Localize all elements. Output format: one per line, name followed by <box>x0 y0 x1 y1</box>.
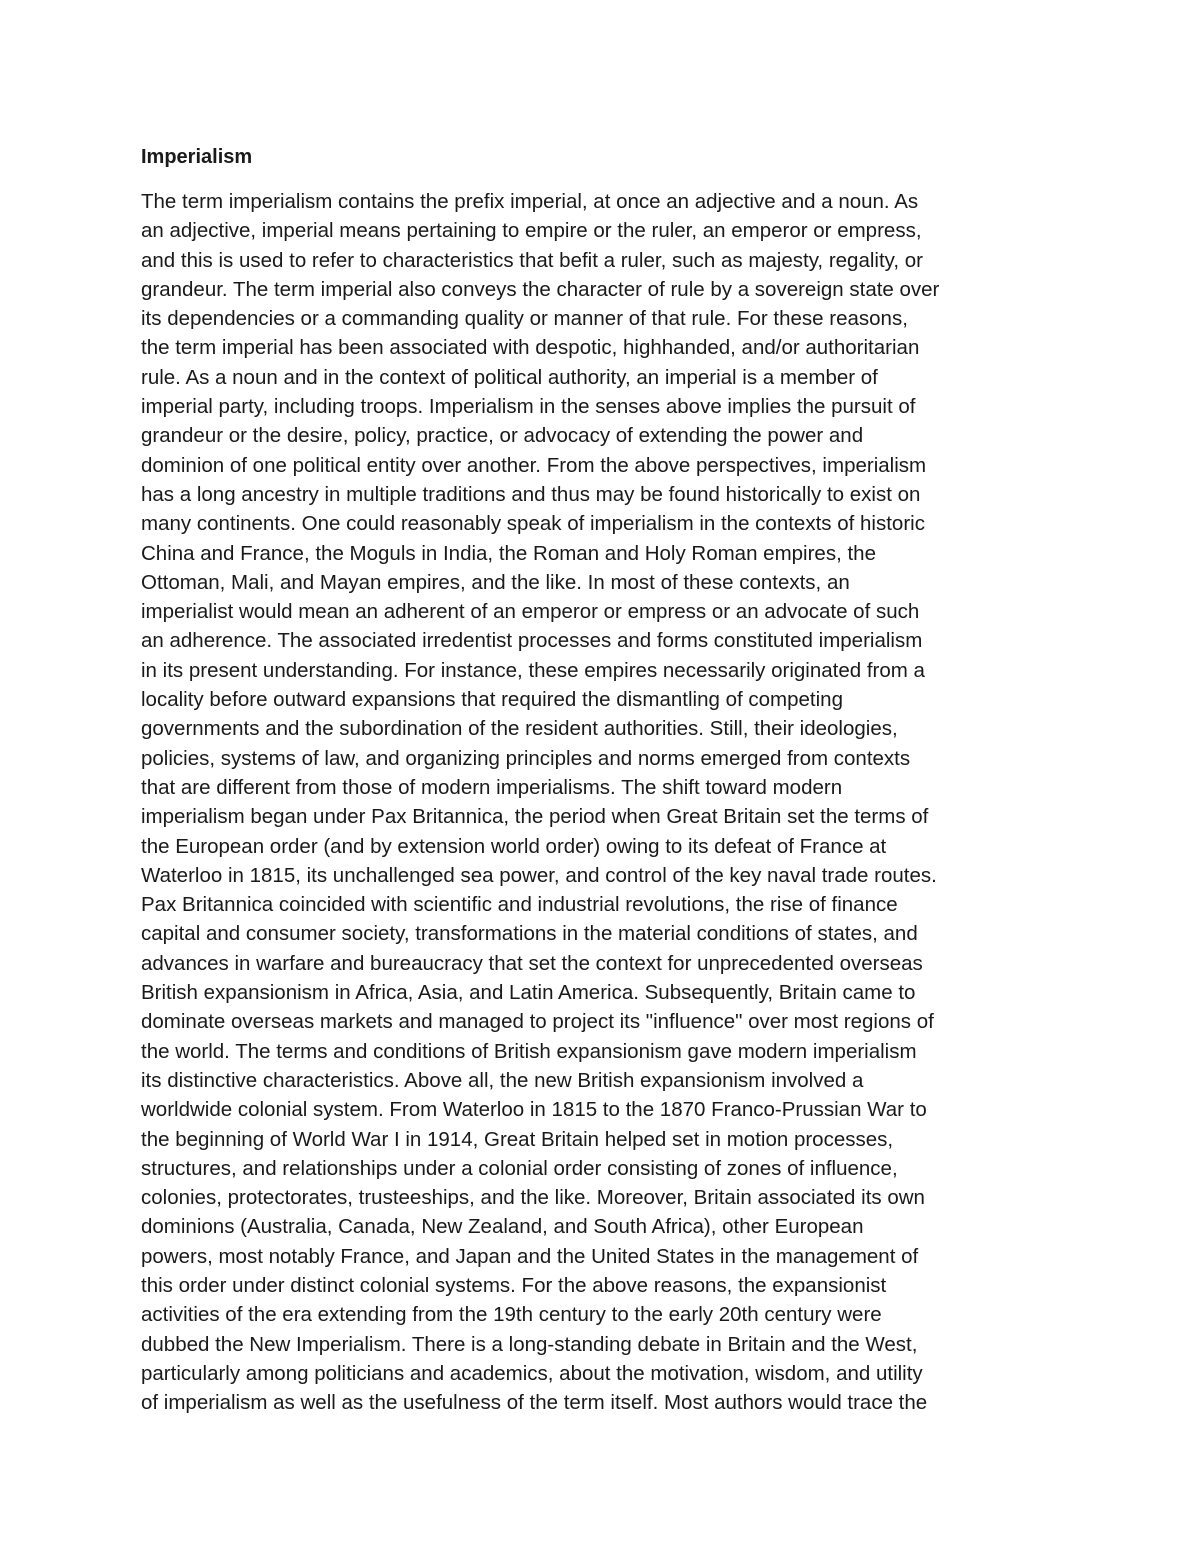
text-line: Waterloo in 1815, its unchallenged sea power, and control of the key naval trade routes. <box>141 863 937 887</box>
text-line: activities of the era extending from the 19th century to the early 20th century were <box>141 1303 882 1327</box>
text-line: particularly among politicians and academics, about the motivation, wisdom, and utility <box>141 1361 923 1385</box>
text-line: Ottoman, Mali, and Mayan empires, and the like. In most of these contexts, an <box>141 570 850 594</box>
text-line: powers, most notably France, and Japan and the United States in the management of <box>141 1244 919 1268</box>
text-line: colonies, protectorates, trusteeships, and the like. Moreover, Britain associated its own <box>141 1186 925 1210</box>
text-line: grandeur. The term imperial also conveys the character of rule by a sovereign state over <box>141 277 940 301</box>
text-line: advances in warfare and bureaucracy that set the context for unprecedented overseas <box>141 951 923 975</box>
text-line: imperialist would mean an adherent of an emperor or empress or an advocate of such <box>141 600 920 624</box>
text-line: many continents. One could reasonably speak of imperialism in the contexts of historic <box>141 512 925 536</box>
text-line: dominion of one political entity over another. From the above perspectives, imperialism <box>141 453 927 477</box>
text-line: that are different from those of modern imperialisms. The shift toward modern <box>141 775 843 799</box>
text-line: British expansionism in Africa, Asia, and Latin America. Subsequently, Britain came to <box>141 981 916 1005</box>
text-line: dubbed the New Imperialism. There is a long-standing debate in Britain and the West, <box>141 1332 918 1356</box>
text-line: the world. The terms and conditions of British expansionism gave modern imperialism <box>141 1039 917 1063</box>
text-line: of imperialism as well as the usefulness of the term itself. Most authors would trace the <box>141 1391 928 1415</box>
text-line: locality before outward expansions that required the dismantling of competing <box>141 688 843 712</box>
text-line: its dependencies or a commanding quality or manner of that rule. For these reasons, <box>141 307 908 331</box>
document-body <box>141 187 1081 1417</box>
text-line: imperialism began under Pax Britannica, the period when Great Britain set the terms of <box>141 805 929 829</box>
text-line: an adjective, imperial means pertaining to empire or the ruler, an emperor or empress, <box>141 219 922 243</box>
text-line: dominions (Australia, Canada, New Zealand, and South Africa), other European <box>141 1215 864 1239</box>
text-line: grandeur or the desire, policy, practice, or advocacy of extending the power and <box>141 424 864 448</box>
text-line: capital and consumer society, transformations in the material conditions of states, and <box>141 922 918 946</box>
text-line: and this is used to refer to characteristics that befit a ruler, such as majesty, regality, or <box>141 248 924 272</box>
text-line: policies, systems of law, and organizing principles and norms emerged from contexts <box>141 746 911 770</box>
text-line: imperial party, including troops. Imperialism in the senses above implies the pursuit of <box>141 395 916 419</box>
text-line: this order under distinct colonial systems. For the above reasons, the expansionist <box>141 1273 887 1297</box>
text-line: rule. As a noun and in the context of political authority, an imperial is a member of <box>141 365 878 389</box>
document-title: Imperialism <box>141 146 253 168</box>
text-line: governments and the subordination of the resident authorities. Still, their ideologies, <box>141 717 898 741</box>
text-line: structures, and relationships under a colonial order consisting of zones of influence, <box>141 1156 898 1180</box>
text-line: dominate overseas markets and managed to project its "influence" over most regions of <box>141 1010 934 1034</box>
text-line: China and France, the Moguls in India, the Roman and Holy Roman empires, the <box>141 541 876 565</box>
text-line: worldwide colonial system. From Waterloo in 1815 to the 1870 Franco-Prussian War to <box>141 1098 927 1122</box>
text-line: an adherence. The associated irredentist processes and forms constituted imperialism <box>141 629 923 653</box>
text-line: the beginning of World War I in 1914, Great Britain helped set in motion processes, <box>141 1127 894 1151</box>
text-line: The term imperialism contains the prefix imperial, at once an adjective and a noun. As <box>141 190 919 213</box>
text-line: the term imperial has been associated with despotic, highhanded, and/or authoritarian <box>141 336 920 360</box>
text-line: the European order (and by extension world order) owing to its defeat of France at <box>141 834 887 858</box>
text-line: has a long ancestry in multiple traditions and thus may be found historically to exist on <box>141 482 921 506</box>
text-line: Pax Britannica coincided with scientific and industrial revolutions, the rise of finance <box>141 893 898 917</box>
text-line: its distinctive characteristics. Above all, the new British expansionism involved a <box>141 1068 864 1092</box>
text-line: in its present understanding. For instance, these empires necessarily originated from a <box>141 658 925 682</box>
